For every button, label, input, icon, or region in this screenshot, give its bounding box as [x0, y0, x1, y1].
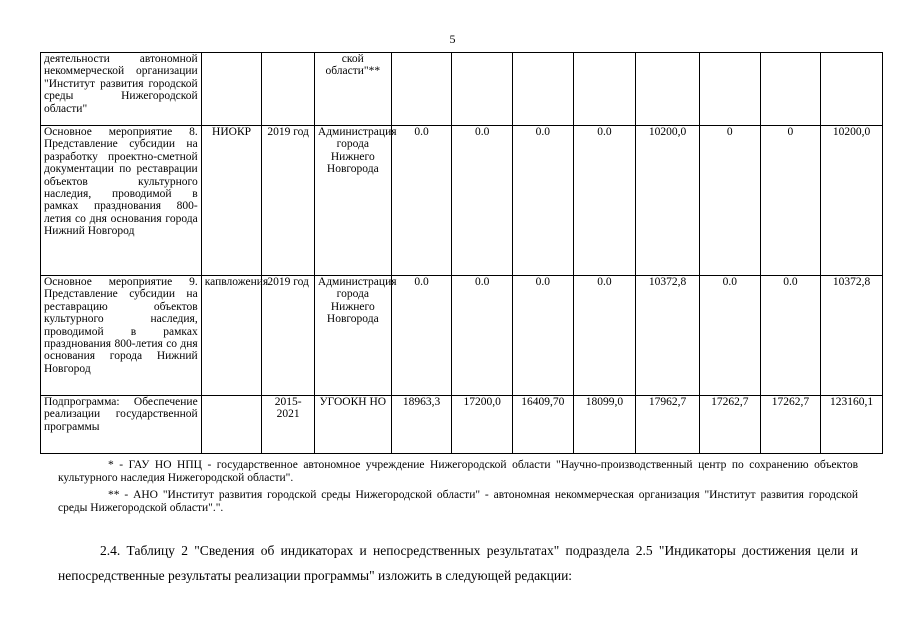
value-cell: 0.0 [452, 276, 513, 396]
category-cell [201, 396, 262, 454]
value-cell [452, 53, 513, 126]
value-cell: 17200,0 [452, 396, 513, 454]
value-cell: 0.0 [573, 276, 636, 396]
value-cell: 0.0 [760, 276, 821, 396]
value-cell: 0.0 [512, 126, 573, 276]
table-row [41, 276, 883, 396]
body-paragraph: 2.4. Таблицу 2 "Сведения об индикаторах и непосредственных результатах" подраздела 2.5 "Индикаторы достижения цели и непосредственные результаты реализации программы" изложить в следующей редакции: [58, 543, 858, 583]
value-cell: 0.0 [512, 276, 573, 396]
footnote-1: * - ГАУ НО НПЦ - государственное автономное учреждение Нижегородской области "Научно-производственный центр по сохранению объектов культурного наследия Нижегородской области". [58, 459, 858, 485]
category-cell: капвложения [201, 276, 262, 396]
executor-cell: УГООКН НО [314, 396, 391, 454]
value-cell: 0.0 [452, 126, 513, 276]
activity-name-cell: Основное мероприятие 8. Представление субсидии на разработку проектно-сметной документации по реставрации объектов культурного наследия, проводимой в рамках празднования 800-летия со дня основания города Нижний Новгород [41, 126, 202, 276]
period-cell: 2019 год [262, 276, 315, 396]
period-cell [262, 53, 315, 126]
value-cell: 10200,0 [821, 126, 883, 276]
value-cell: 10372,8 [636, 276, 700, 396]
activity-name-cell: Основное мероприятие 9. Представление субсидии на реставрацию объектов культурного наследия, проводимой в рамках празднования 800-летия со дня основания города Нижний Новгород [41, 276, 202, 396]
page-number: 5 [449, 32, 456, 46]
table-row [41, 396, 883, 454]
value-cell [821, 53, 883, 126]
footnote-2: ** - АНО "Институт развития городской среды Нижегородской области" - автономная некоммерческая организация "Институт развития городской среды Нижегородской области".". [58, 488, 858, 514]
period-cell: 2019 год [262, 126, 315, 276]
value-cell [573, 53, 636, 126]
category-cell [201, 53, 262, 126]
value-cell: 0 [760, 126, 821, 276]
value-cell: 16409,70 [512, 396, 573, 454]
value-cell: 0.0 [391, 126, 452, 276]
value-cell [512, 53, 573, 126]
value-cell: 18099,0 [573, 396, 636, 454]
table-row [41, 126, 883, 276]
table-row [41, 53, 883, 126]
value-cell [636, 53, 700, 126]
value-cell [391, 53, 452, 126]
value-cell: 10200,0 [636, 126, 700, 276]
executor-cell: Администрация города Нижнего Новгорода [314, 126, 391, 276]
value-cell: 17962,7 [636, 396, 700, 454]
value-cell: 17262,7 [699, 396, 760, 454]
period-cell: 2015-2021 [262, 396, 315, 454]
footnotes [58, 459, 858, 518]
activity-name-cell: деятельности автономной некоммерческой организации "Институт развития городской среды Нижегородской области" [41, 53, 202, 126]
executor-cell: Администрация города Нижнего Новгорода [314, 276, 391, 396]
value-cell [760, 53, 821, 126]
value-cell: 17262,7 [760, 396, 821, 454]
value-cell: 123160,1 [821, 396, 883, 454]
category-cell: НИОКР [201, 126, 262, 276]
executor-cell: ской области"** [314, 53, 391, 126]
value-cell: 0.0 [573, 126, 636, 276]
value-cell [699, 53, 760, 126]
value-cell: 18963,3 [391, 396, 452, 454]
value-cell: 10372,8 [821, 276, 883, 396]
value-cell: 0 [699, 126, 760, 276]
program-table [40, 52, 883, 454]
value-cell: 0.0 [391, 276, 452, 396]
value-cell: 0.0 [699, 276, 760, 396]
activity-name-cell: Подпрограмма: Обеспечение реализации государственной программы [41, 396, 202, 454]
